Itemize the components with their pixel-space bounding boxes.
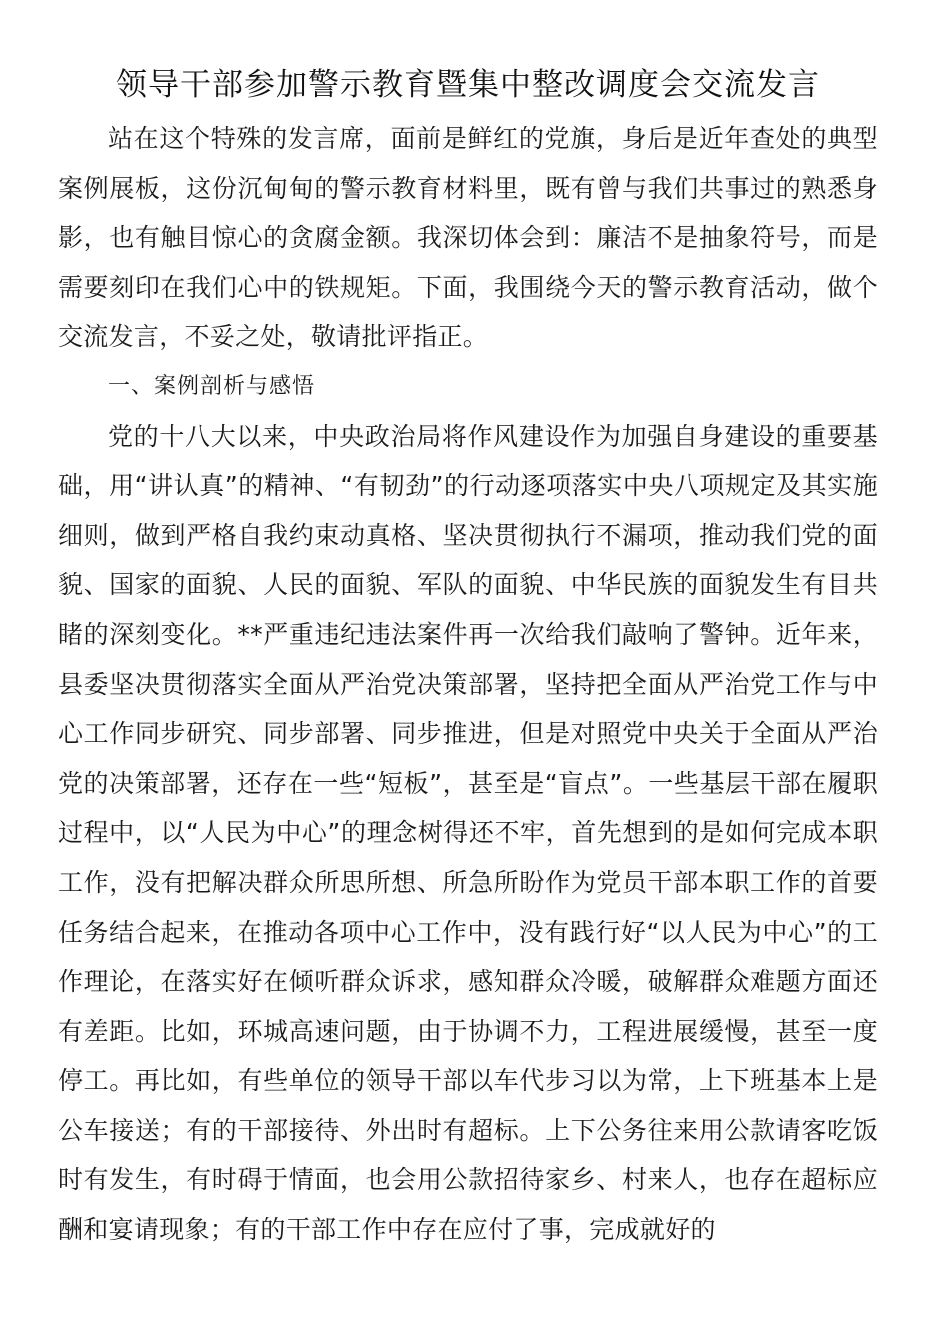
document-title: 领导干部参加警示教育暨集中整改调度会交流发言 (116, 67, 820, 103)
intro-paragraph: 站在这个特殊的发言席，面前是鲜红的党旗，身后是近年查处的典型案例展板，这份沉甸甸的警示教育材料里，既有曾与我们共事过的熟悉身影，也有触目惊心的贪腐金额。我深切体会到：廉洁不是抽象符号，而是需要刻印在我们心中的铁规矩。下面，我围绕今天的警示教育活动，做个交流发言，不妥之处，敬请批评指正。 (58, 124, 878, 352)
section-heading: 一、案例剖析与感悟 (108, 373, 316, 399)
document-page (58, 60, 878, 1255)
body-paragraph: 党的十八大以来，中央政治局将作风建设作为加强自身建设的重要基础，用“讲认真”的精神、“有韧劲”的行动逐项落实中央八项规定及其实施细则，做到严格自我约束动真格、坚决贯彻执行不漏项，推动我们党的面貌、国家的面貌、人民的面貌、军队的面貌、中华民族的面貌发生有目共睹的深刻变化。**严重违纪违法案件再一次给我们敲响了警钟。近年来，县委坚决贯彻落实全面从严治党决策部署，坚持把全面从严治党工作与中心工作同步研究、同步部署、同步推进，但是对照党中央关于全面从严治党的决策部署，还存在一些“短板”，甚至是“盲点”。一些基层干部在履职过程中，以“人民为中心”的理念树得还不牢，首先想到的是如何完成本职工作，没有把解决群众所思所想、所急所盼作为党员干部本职工作的首要任务结合起来，在推动各项中心工作中，没有践行好“以人民为中心”的工作理论，在落实好在倾听群众诉求，感知群众冷暖，破解群众难题方面还有差距。比如，环城高速问题，由于协调不力，工程进展缓慢，甚至一度停工。再比如，有些单位的领导干部以车代步习以为常，上下班基本上是公车接送；有的干部接待、外出时有超标。上下公务往来用公款请客吃饭时有发生，有时碍于情面，也会用公款招待家乡、村来人，也存在超标应酬和宴请现象；有的干部工作中存在应付了事，完成就好的 (58, 421, 878, 1245)
